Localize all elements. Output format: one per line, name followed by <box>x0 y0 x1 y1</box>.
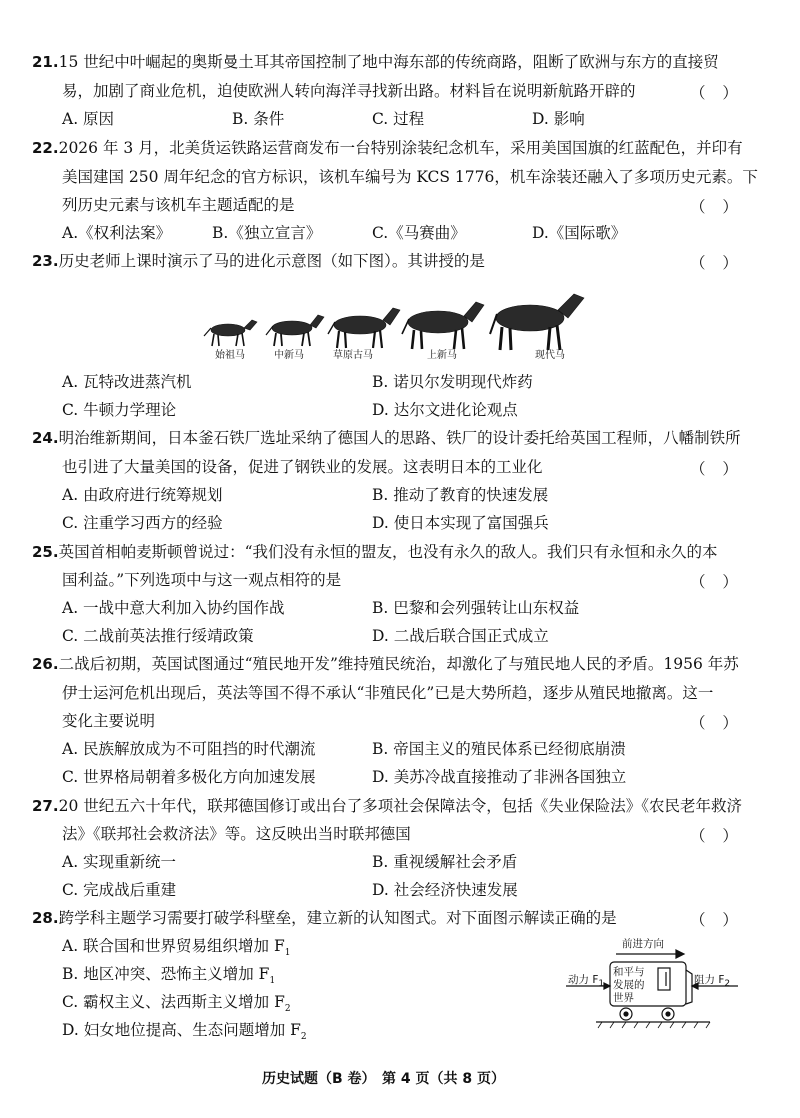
eohippus-image <box>204 320 257 346</box>
q24-option-a[interactable]: A. 由政府进行统筹规划 <box>62 486 223 504</box>
q26-line-2: 伊士运河危机出现后，英法等国不得不承认“非殖民化”已是大势所趋，逐步从殖民地撤离。这一 <box>62 684 714 702</box>
train-box-text-2: 发展的 <box>613 979 645 991</box>
q25-line-2: 国利益。”下列选项中与这一观点相符的是 <box>62 571 342 589</box>
horse-label-1: 始祖马 <box>215 350 245 361</box>
q23-answer-blank[interactable]: （ ） <box>690 254 744 272</box>
q25-line-1: 25.英国首相帕麦斯顿曾说过：“我们没有永恒的盟友，也没有永久的敌人。我们只有永恒和永久的本 <box>32 543 718 561</box>
q25-option-b[interactable]: B. 巴黎和会列强转让山东权益 <box>372 599 580 617</box>
q23-line-1: 23.历史老师上课时演示了马的进化示意图（如下图）。其讲授的是 <box>32 252 485 270</box>
q26-option-c[interactable]: C. 世界格局朝着多极化方向加速发展 <box>62 768 316 786</box>
horse-label-2: 中新马 <box>274 350 304 361</box>
horse-label-5: 现代马 <box>535 350 565 361</box>
q25-number: 25. <box>32 543 59 561</box>
q22-option-b[interactable]: B.《独立宣言》 <box>212 224 322 242</box>
q28-option-a[interactable]: A. 联合国和世界贸易组织增加 $F_1$ <box>62 937 291 959</box>
train-window <box>658 968 670 990</box>
miohippus-image <box>266 315 324 346</box>
q22-line-1: 22.2026 年 3 月，北美货运铁路运营商发布一台特别涂装纪念机车，采用美国国旗的红蓝配色，并印有 <box>32 139 743 157</box>
q22-option-d[interactable]: D.《国际歌》 <box>532 224 627 242</box>
q27-option-a[interactable]: A. 实现重新统一 <box>62 853 177 871</box>
q21-line-2: 易，加剧了商业危机，迫使欧洲人转向海洋寻找新出路。材料旨在说明新航路开辟的 <box>62 82 636 100</box>
q25-answer-blank[interactable]: （ ） <box>690 573 744 591</box>
q27-answer-blank[interactable]: （ ） <box>690 827 744 845</box>
q26-option-a[interactable]: A. 民族解放成为不可阻挡的时代潮流 <box>62 740 316 758</box>
q26-option-b[interactable]: B. 帝国主义的殖民体系已经彻底崩溃 <box>372 740 626 758</box>
merychippus-image <box>328 308 400 348</box>
q21-answer-blank[interactable]: （ ） <box>690 84 744 102</box>
q27-number: 27. <box>32 797 59 815</box>
q24-answer-blank[interactable]: （ ） <box>690 460 744 478</box>
q26-option-d[interactable]: D. 美苏冷战直接推动了非洲各国独立 <box>372 768 627 786</box>
footer-subject: 历史试题（B 卷） <box>262 1071 376 1087</box>
q24-option-b[interactable]: B. 推动了教育的快速发展 <box>372 486 549 504</box>
q24-number: 24. <box>32 429 59 447</box>
horse-label-4: 上新马 <box>427 350 457 361</box>
force-right-label: 阻力 $F_2$ <box>694 974 731 990</box>
q23-option-b[interactable]: B. 诺贝尔发明现代炸药 <box>372 373 533 391</box>
q28-answer-blank[interactable]: （ ） <box>690 911 744 929</box>
q28-option-d[interactable]: D. 妇女地位提高、生态问题增加 $F_2$ <box>62 1021 307 1043</box>
force-left-label: 动力 $F_1$ <box>568 974 605 990</box>
q21-option-c[interactable]: C. 过程 <box>372 110 425 128</box>
q21-option-d[interactable]: D. 影响 <box>532 110 585 128</box>
q22-option-a[interactable]: A.《权利法案》 <box>62 224 172 242</box>
q26-answer-blank[interactable]: （ ） <box>690 714 744 732</box>
train-box-text-1: 和平与 <box>613 966 645 978</box>
q27-line-1: 27.20 世纪五六十年代，联邦德国修订或出台了多项社会保障法令，包括《失业保险法》《农民老年救济 <box>32 797 742 815</box>
q26-number: 26. <box>32 655 59 673</box>
q26-line-3: 变化主要说明 <box>62 712 156 730</box>
modern-horse-image <box>490 294 584 350</box>
q27-option-d[interactable]: D. 社会经济快速发展 <box>372 881 518 899</box>
q28-option-b[interactable]: B. 地区冲突、恐怖主义增加 $F_1$ <box>62 965 276 987</box>
horse-evolution-figure <box>200 292 590 362</box>
q22-line-3: 列历史元素与该机车主题适配的是 <box>62 196 295 214</box>
q22-option-c[interactable]: C.《马赛曲》 <box>372 224 466 242</box>
q21-number: 21. <box>32 53 59 71</box>
q27-option-c[interactable]: C. 完成战后重建 <box>62 881 177 899</box>
q27-line-2: 法》《联邦社会救济法》等。这反映出当时联邦德国 <box>62 825 411 843</box>
q25-option-d[interactable]: D. 二战后联合国正式成立 <box>372 627 549 645</box>
train-box-text-3: 世界 <box>613 992 634 1004</box>
q28-line-1: 28.跨学科主题学习需要打破学科壁垒，建立新的认知图式。对下面图示解读正确的是 <box>32 909 617 927</box>
q23-number: 23. <box>32 252 59 270</box>
q23-option-a[interactable]: A. 瓦特改进蒸汽机 <box>62 373 192 391</box>
q25-option-a[interactable]: A. 一战中意大利加入协约国作战 <box>62 599 285 617</box>
q21-option-a[interactable]: A. 原因 <box>62 110 115 128</box>
footer-page: 第 4 页（共 8 页） <box>382 1071 505 1087</box>
q21-line-1: 21.15 世纪中叶崛起的奥斯曼土耳其帝国控制了地中海东部的传统商路，阻断了欧洲与东方的直接贸 <box>32 53 719 71</box>
q22-answer-blank[interactable]: （ ） <box>690 198 744 216</box>
q26-line-1: 26.二战后初期，英国试图通过“殖民地开发”维持殖民统治，却激化了与殖民地人民的矛盾。1956 年苏 <box>32 655 739 673</box>
pliohippus-image <box>402 302 484 349</box>
q24-option-d[interactable]: D. 使日本实现了富国强兵 <box>372 514 549 532</box>
q24-option-c[interactable]: C. 注重学习西方的经验 <box>62 514 223 532</box>
q22-line-2: 美国建国 250 周年纪念的官方标识，该机车编号为 KCS 1776，机车涂装还融入了多项历史元素。下 <box>62 168 758 186</box>
q21-option-b[interactable]: B. 条件 <box>232 110 285 128</box>
q25-option-c[interactable]: C. 二战前英法推行绥靖政策 <box>62 627 254 645</box>
q24-line-2: 也引进了大量美国的设备，促进了钢铁业的发展。这表明日本的工业化 <box>62 458 543 476</box>
q23-option-c[interactable]: C. 牛顿力学理论 <box>62 401 177 419</box>
q27-option-b[interactable]: B. 重视缓解社会矛盾 <box>372 853 518 871</box>
horse-label-3: 草原古马 <box>333 350 373 361</box>
q22-number: 22. <box>32 139 59 157</box>
q28-option-c[interactable]: C. 霸权主义、法西斯主义增加 $F_2$ <box>62 993 291 1015</box>
q24-line-1: 24.明治维新期间，日本釜石铁厂选址采纳了德国人的思路、铁厂的设计委托给英国工程师，八幡制铁所 <box>32 429 741 447</box>
q28-number: 28. <box>32 909 59 927</box>
direction-label: 前进方向 <box>622 938 664 950</box>
q23-option-d[interactable]: D. 达尔文进化论观点 <box>372 401 518 419</box>
